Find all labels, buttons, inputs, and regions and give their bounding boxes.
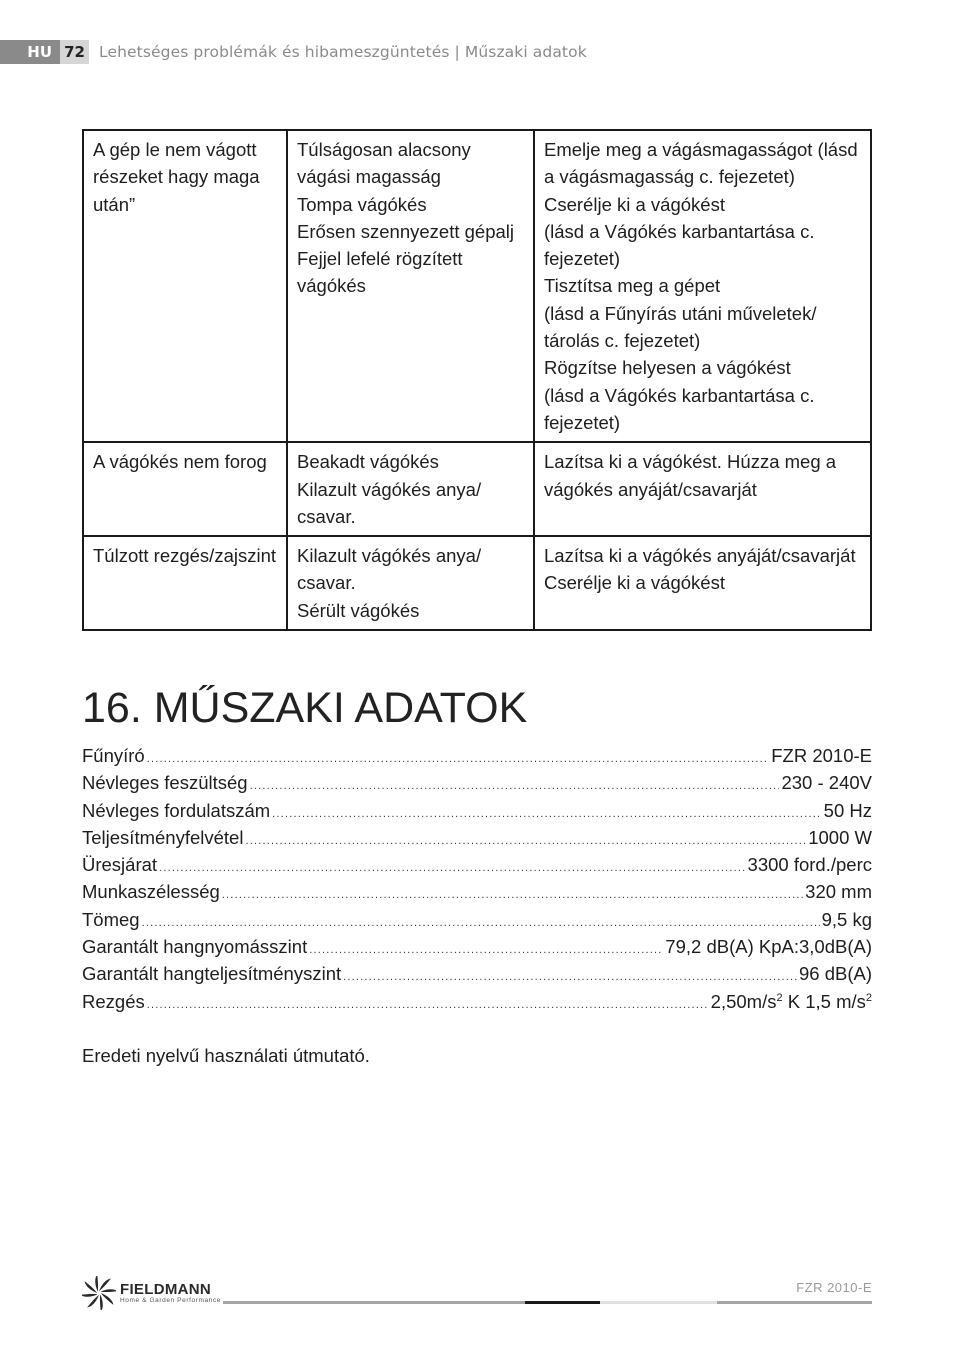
cell-line: Sérült vágókés [297,599,420,621]
problem-cell [83,442,287,536]
dot-leader [222,889,803,901]
spec-value: FZR 2010-E [771,745,872,766]
cell-line: után” [93,193,136,215]
cell-line: vágási magasság [297,166,441,188]
cell-line: Kilazult vágókés anya/ [297,545,482,567]
spec-value: 1000 W [808,826,872,848]
cell-line: csavar. [297,572,356,594]
running-title: Lehetséges problémák és hibameszgüntetés | Műszaki adatok [99,43,587,61]
brand-logo [82,1276,221,1310]
spec-label: Garantált hangnyomásszint [82,936,308,958]
spec-row [82,854,872,881]
spec-label: Névleges fordulatszám [82,799,271,821]
cell-line: Túlságosan alacsony [297,139,471,160]
original-language-note: Eredeti nyelvű használati útmutató. [82,1045,370,1066]
solution-cell [534,442,871,536]
spec-label: Tömeg [82,908,140,930]
cell-line: tárolás c. fejezetet) [544,330,701,352]
cell-line: Emelje meg a vágásmagasságot (lásd [544,139,858,160]
cell-line: Cserélje ki a vágókést [544,572,725,594]
cell-line: vágókés anyáját/csavarját [544,478,757,500]
spec-value: 96 dB(A) [798,963,872,985]
dot-leader [245,835,806,847]
spec-row [82,745,872,772]
spec-label: Üresjárat [82,854,158,876]
page-number: 72 [60,40,89,64]
footer-bar [223,1301,872,1304]
solution-cell [534,130,871,442]
cell-line: Kilazult vágókés anya/ [297,478,482,500]
cell-line: (lásd a Vágókés karbantartása c. [544,220,815,242]
brand-tagline: Home & Garden Performance [120,1297,221,1304]
footer-bar-segment [223,1301,525,1304]
spec-list [82,745,872,1018]
cell-line: Tisztítsa meg a gépet [544,275,721,297]
spec-row [82,827,872,854]
footer-bar-segment [717,1301,872,1304]
cell-line: Lazítsa ki a vágókést. Húzza meg a [544,451,837,473]
cell-line: Tompa vágókés [297,193,427,215]
cell-line: Lazítsa ki a vágókés anyáját/csavarját [544,545,856,567]
dot-leader [250,780,780,792]
dot-leader [272,808,822,820]
cause-cell [287,130,534,442]
cell-line: (lásd a Fűnyírás utáni műveletek/ [544,302,817,324]
spec-row [82,936,872,963]
spec-value: 230 - 240V [781,772,872,794]
footer-bar-segment [600,1301,717,1304]
spec-row-vibration [82,991,872,1018]
cell-line: Beakadt vágókés [297,451,439,473]
spec-value: 9,5 kg [821,908,872,930]
cell-line: A vágókés nem forog [93,451,267,473]
spec-label: Névleges feszültség [82,772,248,794]
vibration-value-a: 2,50m/s [710,990,777,1012]
vibration-sup-a: 2 [776,991,783,1004]
cell-line: fejezetet) [544,411,621,433]
cell-line: fejezetet) [544,248,621,270]
problem-cell [83,536,287,630]
cause-cell [287,442,534,536]
cell-line: Cserélje ki a vágókést [544,193,725,215]
cell-line: Rögzítse helyesen a vágókést [544,357,791,379]
footer-model: FZR 2010-E [796,1280,872,1295]
vibration-sup-b: 2 [865,991,872,1004]
language-badge: HU [0,40,60,64]
dot-leader [147,753,770,765]
logo-text [120,1282,221,1304]
footer-bar-segment [525,1301,600,1304]
fan-leaf-logo-icon [82,1276,116,1310]
dot-leader [309,944,663,956]
table-row [83,536,871,630]
cell-line: részeket hagy maga [93,166,260,188]
section-title: 16. MŰSZAKI ADATOK [82,684,528,732]
problem-cell [83,130,287,442]
page-header [0,40,587,64]
spec-label: Fűnyíró [82,745,145,766]
solution-cell [534,536,871,630]
spec-label: Teljesítményfelvétel [82,826,244,848]
spec-value [711,991,872,1013]
spec-row [82,909,872,936]
cause-cell [287,536,534,630]
spec-row [82,963,872,990]
table-row [83,130,871,442]
spec-row [82,800,872,827]
spec-row [82,881,872,908]
cell-line: Túlzott rezgés/zajszint [93,545,277,567]
spec-row [82,772,872,799]
spec-value: 79,2 dB(A) KpA:3,0dB(A) [665,936,872,958]
spec-label: Munkaszélesség [82,881,220,903]
dot-leader [159,862,745,874]
dot-leader [147,999,709,1011]
spec-value: 50 Hz [823,799,872,821]
spec-label: Rezgés [82,990,145,1012]
spec-value: 320 mm [805,881,872,903]
dot-leader [343,971,797,983]
dot-leader [142,917,820,929]
vibration-value-b: K 1,5 m/s [782,990,866,1012]
cell-line: csavar. [297,505,356,527]
spec-label: Garantált hangteljesítményszint [82,963,342,985]
cell-line: Erősen szennyezett gépalj [297,220,514,242]
table-row [83,442,871,536]
cell-line: vágókés [297,275,366,297]
cell-line: a vágásmagasság c. fejezetet) [544,166,795,188]
cell-line: A gép le nem vágott [93,139,257,160]
cell-line: (lásd a Vágókés karbantartása c. [544,384,815,406]
cell-line: Fejjel lefelé rögzített [297,248,463,270]
brand-name: FIELDMANN [120,1281,212,1298]
spec-value: 3300 ford./perc [747,854,872,876]
troubleshooting-table [82,129,872,631]
